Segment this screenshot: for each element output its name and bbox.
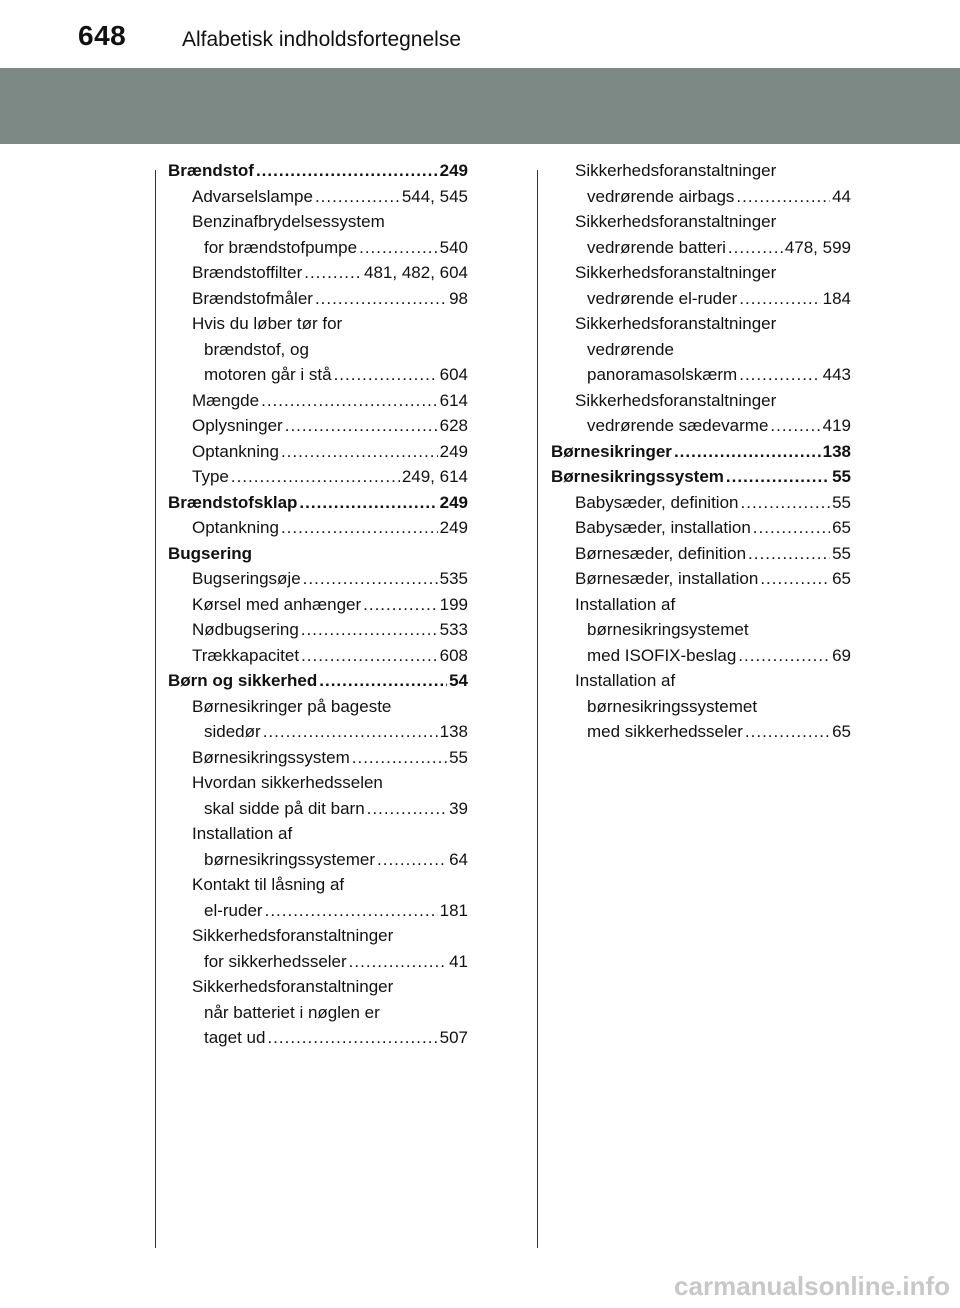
index-entry-continuation: [551, 311, 851, 337]
entry-label: Brændstofsklap: [168, 492, 298, 512]
index-entry: [168, 286, 468, 312]
dot-leader: [301, 617, 438, 643]
entry-label: Kontakt til låsning af: [192, 875, 345, 894]
index-entry: [168, 184, 468, 210]
entry-label: Børnesikringer på bageste: [192, 696, 392, 716]
entry-label: Kørsel med anhænger: [192, 594, 362, 614]
index-entry: [168, 362, 468, 388]
index-entry: [168, 592, 468, 618]
entry-label: Benzinafbrydelsessystem: [192, 212, 385, 231]
index-entry-continuation: [168, 1000, 468, 1026]
entry-pages: 65: [832, 722, 851, 741]
dot-leader: [281, 439, 438, 465]
entry-label: skal sidde på dit barn: [204, 798, 365, 818]
index-entry: [168, 490, 468, 516]
entry-pages: 65: [832, 569, 851, 588]
index-entry: [551, 643, 851, 669]
dot-leader: [367, 796, 447, 822]
entry-label: Børnesikringssystem: [192, 747, 350, 767]
entry-label: Sikkerhedsforanstaltninger: [192, 977, 394, 996]
dot-leader: [304, 260, 362, 286]
dot-leader: [261, 388, 438, 414]
entry-pages: 628: [439, 416, 468, 435]
entry-label: Sikkerhedsforanstaltninger: [192, 926, 394, 945]
index-entry-continuation: [168, 337, 468, 363]
entry-pages: 533: [439, 620, 468, 639]
entry-label: Installation af: [575, 671, 676, 690]
index-entry: [551, 184, 851, 210]
index-entry: [168, 949, 468, 975]
page-title: Alfabetisk indholdsfortegnelse: [182, 28, 462, 51]
dot-leader: [349, 949, 447, 975]
index-entry: [551, 719, 851, 745]
index-entry-continuation: [168, 541, 468, 567]
index-entry: [168, 796, 468, 822]
dot-leader: [315, 184, 400, 210]
page-number: 648: [78, 20, 127, 51]
dot-leader: [674, 439, 821, 465]
dot-leader: [739, 286, 820, 312]
index-column-left: [168, 158, 468, 1051]
index-entry: [168, 158, 468, 184]
index-entry: [551, 490, 851, 516]
entry-label: Børnesæder, installation: [575, 569, 759, 588]
right-column-rule: [537, 170, 538, 1248]
entry-label: Børnesikringssystem: [551, 467, 724, 486]
entry-label: Børnesikringer: [551, 441, 672, 461]
dot-leader: [739, 362, 820, 388]
entry-label: vedrørende airbags: [587, 186, 735, 206]
entry-pages: 138: [822, 441, 851, 461]
index-entry: [168, 745, 468, 771]
dot-leader: [256, 158, 438, 184]
entry-label: Sikkerhedsforanstaltninger: [575, 314, 777, 333]
dot-leader: [265, 898, 438, 924]
entry-label: vedrørende: [587, 339, 674, 359]
entry-label: Bugseringsøje: [192, 569, 301, 588]
entry-pages: 55: [832, 543, 851, 563]
entry-label: for brændstofpumpe: [204, 237, 358, 257]
entry-pages: 249: [439, 492, 468, 512]
entry-label: Installation af: [575, 594, 676, 614]
entry-label: el-ruder: [204, 900, 263, 920]
entry-label: Advarselslampe: [192, 186, 313, 206]
entry-label: Børn og sikkerhed: [168, 671, 318, 690]
entry-label: Sikkerhedsforanstaltninger: [575, 263, 777, 282]
dot-leader: [352, 745, 447, 771]
index-entry: [551, 413, 851, 439]
index-entry: [168, 439, 468, 465]
entry-pages: 443: [822, 365, 851, 384]
entry-label: brændstof, og: [204, 339, 309, 359]
index-entry-continuation: [168, 974, 468, 1000]
entry-label: Oplysninger: [192, 416, 283, 435]
dot-leader: [748, 541, 830, 567]
entry-pages: 249: [439, 161, 468, 180]
dot-leader: [285, 413, 438, 439]
header-band: [0, 68, 960, 144]
entry-label: Bugsering: [168, 543, 253, 563]
index-entry-continuation: [551, 694, 851, 720]
entry-label: når batteriet i nøglen er: [204, 1002, 380, 1022]
index-entry-continuation: [551, 337, 851, 363]
entry-pages: 54: [449, 671, 468, 690]
index-entry-continuation: [168, 770, 468, 796]
left-column-rule: [155, 170, 156, 1248]
entry-label: taget ud: [204, 1028, 266, 1047]
entry-pages: 535: [439, 569, 468, 588]
entry-label: Sikkerhedsforanstaltninger: [575, 390, 777, 410]
entry-pages: 614: [439, 390, 468, 410]
index-entry: [168, 1025, 468, 1051]
entry-pages: 184: [822, 288, 851, 308]
entry-pages: 540: [439, 237, 468, 257]
index-entry: [168, 898, 468, 924]
index-entry: [551, 286, 851, 312]
index-entry: [168, 464, 468, 490]
index-entry: [168, 235, 468, 261]
entry-pages: 249: [439, 518, 468, 537]
entry-pages: 507: [439, 1028, 468, 1047]
dot-leader: [281, 515, 438, 541]
entry-pages: 544, 545: [401, 186, 468, 206]
dot-leader: [377, 847, 447, 873]
dot-leader: [299, 490, 437, 516]
index-entry: [168, 643, 468, 669]
index-entry-continuation: [551, 158, 851, 184]
entry-label: Trækkapacitet: [192, 645, 300, 665]
dot-leader: [301, 643, 438, 669]
dot-leader: [363, 592, 437, 618]
entry-pages: 65: [832, 518, 851, 537]
entry-label: Brændstoffilter: [192, 263, 303, 282]
dot-leader: [231, 464, 400, 490]
entry-label: Hvis du løber tør for: [192, 314, 343, 333]
index-entry: [168, 260, 468, 286]
entry-label: Sikkerhedsforanstaltninger: [575, 161, 777, 180]
index-entry: [551, 235, 851, 261]
entry-pages: 478, 599: [784, 237, 851, 257]
entry-label: Børnesæder, definition: [575, 543, 747, 563]
index-entry-continuation: [551, 617, 851, 643]
dot-leader: [263, 719, 438, 745]
index-entry-continuation: [551, 209, 851, 235]
entry-label: Hvordan sikkerhedsselen: [192, 773, 383, 792]
index-entry: [168, 617, 468, 643]
entry-label: børnesikringssystemet: [587, 696, 758, 716]
index-entry: [168, 719, 468, 745]
entry-label: Type: [192, 467, 229, 486]
index-entry: [168, 668, 468, 694]
entry-label: Optankning: [192, 518, 279, 537]
index-entry: [551, 541, 851, 567]
index-entry-continuation: [168, 694, 468, 720]
index-entry: [551, 566, 851, 592]
entry-label: vedrørende sædevarme: [587, 416, 769, 435]
entry-pages: 181: [439, 900, 468, 920]
index-entry-continuation: [551, 388, 851, 414]
entry-pages: 64: [449, 849, 468, 869]
entry-label: Brændstof: [168, 161, 254, 180]
page-header: [0, 0, 960, 60]
dot-leader: [753, 515, 830, 541]
entry-label: Sikkerhedsforanstaltninger: [575, 212, 777, 231]
entry-label: Nødbugsering: [192, 620, 299, 639]
watermark: carmanualsonline.info: [674, 1271, 950, 1301]
dot-leader: [745, 719, 830, 745]
index-entry-continuation: [168, 311, 468, 337]
index-column-right: [551, 158, 851, 745]
index-entry: [168, 847, 468, 873]
entry-label: motoren går i stå: [204, 365, 332, 384]
dot-leader: [760, 566, 830, 592]
dot-leader: [728, 235, 783, 261]
entry-pages: 419: [822, 416, 851, 435]
entry-label: vedrørende batteri: [587, 237, 726, 257]
entry-pages: 41: [449, 951, 468, 971]
index-entry-continuation: [168, 209, 468, 235]
entry-pages: 481, 482, 604: [364, 263, 468, 282]
index-entry: [551, 464, 851, 490]
index-entry: [168, 388, 468, 414]
entry-pages: 55: [449, 747, 468, 767]
index-entry-continuation: [551, 668, 851, 694]
dot-leader: [736, 184, 830, 210]
entry-label: børnesikringssystemer: [204, 849, 375, 869]
entry-pages: 44: [832, 186, 851, 206]
index-entry-continuation: [551, 592, 851, 618]
dot-leader: [359, 235, 438, 261]
entry-pages: 249, 614: [401, 467, 468, 486]
index-entry-continuation: [168, 821, 468, 847]
dot-leader: [741, 490, 831, 516]
entry-pages: 608: [439, 645, 468, 665]
index-entry: [551, 362, 851, 388]
index-entry-continuation: [168, 923, 468, 949]
index-entry: [551, 515, 851, 541]
entry-label: med sikkerhedsseler: [587, 722, 743, 741]
dot-leader: [267, 1025, 437, 1051]
entry-label: vedrørende el-ruder: [587, 288, 738, 308]
dot-leader: [303, 566, 438, 592]
entry-pages: 39: [449, 798, 468, 818]
entry-label: børnesikringsystemet: [587, 620, 749, 639]
entry-label: Installation af: [192, 824, 293, 843]
index-entry: [551, 439, 851, 465]
dot-leader: [334, 362, 438, 388]
entry-label: Optankning: [192, 441, 279, 461]
dot-leader: [738, 643, 830, 669]
dot-leader: [726, 464, 830, 490]
entry-pages: 604: [439, 365, 468, 384]
entry-pages: 55: [832, 467, 851, 486]
entry-label: panoramasolskærm: [587, 365, 738, 384]
index-entry: [168, 413, 468, 439]
entry-label: Babysæder, definition: [575, 492, 739, 512]
entry-label: Brændstofmåler: [192, 288, 313, 308]
entry-label: Babysæder, installation: [575, 518, 751, 537]
entry-pages: 69: [832, 645, 851, 665]
entry-label: med ISOFIX-beslag: [587, 645, 737, 665]
entry-pages: 249: [439, 441, 468, 461]
entry-pages: 55: [832, 492, 851, 512]
entry-label: Mængde: [192, 390, 260, 410]
index-entry: [168, 566, 468, 592]
dot-leader: [319, 668, 447, 694]
index-entry-continuation: [551, 260, 851, 286]
entry-label: for sikkerhedsseler: [204, 951, 347, 971]
entry-pages: 138: [439, 722, 468, 741]
dot-leader: [770, 413, 820, 439]
entry-pages: 199: [439, 594, 468, 614]
dot-leader: [315, 286, 447, 312]
index-entry: [168, 515, 468, 541]
index-entry-continuation: [168, 872, 468, 898]
entry-pages: 98: [449, 288, 468, 308]
entry-label: sidedør: [204, 722, 261, 741]
